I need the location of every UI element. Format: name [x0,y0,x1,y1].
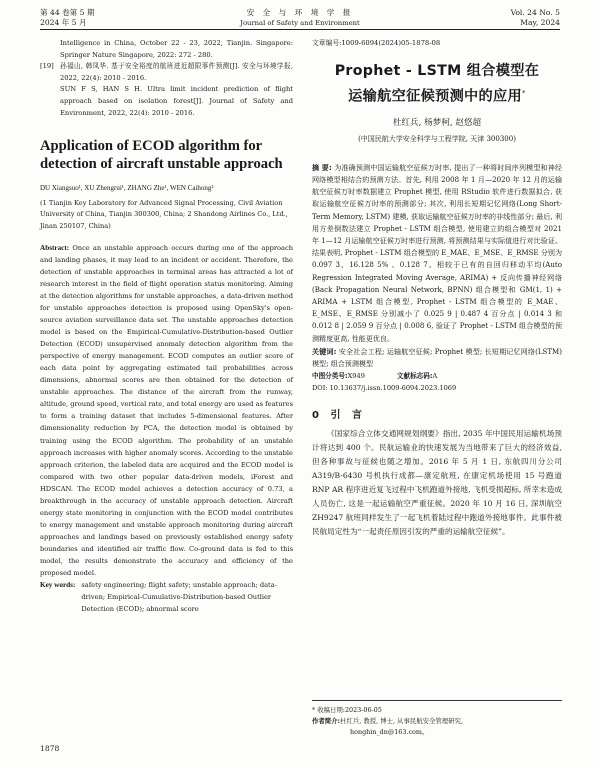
reference-18-tail: Intelligence in China, October 22 - 23, 2022, Tianjin. Singapore: Springer Nature Singapore, 2022: 272 - 280. [60,39,293,59]
footnote [312,700,562,738]
reference-19: [19] 孙福山, 韩凤华. 基于安全裕度的航班进近超限事件预测[J]. 安全与环境学报, 2022, 22(4): 2010 - 2016. [40,62,293,82]
chinese-abstract-text: 为准确预测中国运输航空征候万时率, 提出了一种将时间序列模型和神经网络模型相结合的预测方法。首先, 利用 2008 年 1 月—2020 年 12 月的运输航空征候万时率数据建立 Prophet 模型, 使用 RStudio 软件进行数据拟合, 获取运输航空征候万时率的预测部分; 其次, 利用长短期记忆网络(Long Short-Term Memory, LSTM) 建模, 获取运输航空征候万时率的非线性部分; 最后, 利用方差倒数法建立 Prophet - LSTM 组合模型, 使用建立的组合模型对 2021 年 1—12 月运输航空征候万时率进行预测, 将预测结果与实际值进行对比验证。结果表明, Prophet - LSTM 组合模型的 E_MAE、E_MSE、E_RMSE 分别为 0.097 3、16.128 5% 、0.128 7。相较于已有的自回归移动平均(Auto Regression Integrated Moving Average, ARIMA) + 反向传播神经网络(Back Propagation Neural Network, BPNN) 组合模型和 GM(1, 1) + ARIMA + LSTM 组合模型, Prophet - LSTM 组合模型的 E_MAE、E_MSE、E_RMSE 分别减小了 0.025 9 | 0.487 4 百分点 | 0.014 3 和 0.012 8 | 2.059 9 百分点 | 0.008 6, 验证了 Prophet - LSTM 组合模型的预测精度更高, 性能更优良。 [312,162,563,343]
chinese-abstract-label: 摘 要: [312,162,332,172]
reference-19-english: SUN F S, HAN S H. Ultra limit incident prediction of flight approach based on isolation forest[J]. Journal of Safety and Environment, 2022, 22(4): 2010 - 2016. [60,85,293,117]
keywords-text: safety engineering; flight safety; unstable approach; data-driven; Empirical-Cumulative-Distribution-based Outlier Detection (ECOD); abnormal score [81,581,277,614]
bio-label: 作者简介: [312,717,341,725]
header-issue: 第 44 卷第 5 期 2024 年 5 月 [40,8,95,27]
intro-paragraph: 《国家综合立体交通网规划纲要》指出, 2035 年中国民用运输机场预计将达到 400 个。民航运输业的快速发展为当地带来了巨大的经济效益, 但各种事故与征候也随之增加。2016 年 5 月 1 日, 东航四川分公司 A319/B-6430 号机执行成都—康定航班, 在康定机场使用 15 号跑道 RNP AR 程序进近复飞过程中飞机跑道外接地, 飞机受损超标, 所幸未造成人员伤亡, 这是一起运输航空严重征候。2020 年 10 月 16 日, 深圳航空 ZH9247 航班同样发生了一起飞机着陆过程中跑道外接地事件。此事件被民航局定性为“一起责任原因引发的严重的运输航空征候”。 [312,429,562,537]
doi: DOI: 10.13637/j.issn.1009-6094.2023.1069 [312,384,457,393]
classification-row: 中图分类号:X949 文献标志码:A [312,372,438,381]
chinese-authors: 杜红兵, 杨梦柯, 赵悠超 [392,117,482,128]
received-label: * 收稿日期: [312,706,345,714]
chinese-keywords-text: 安全社会工程; 运输航空征候; Prophet 模型; 长短期记忆网络(LSTM) 模型; 组合预测模型 [312,346,562,368]
section-heading-intro: 0 引 言 [312,410,366,422]
english-title: Application of ECOD algorithm for detection of aircraft unstable approach [40,138,283,173]
english-affiliation: (1 Tianjin Key Laboratory for Advanced Signal Processing, Civil Aviation University of China, Tianjin 300300, China; 2 Shandong Airlines Co., Ltd., Jinan 250107, China) [40,199,288,230]
header-volume: Vol. 24 No. 5 May, 2024 [510,8,560,27]
keywords-label: Key words: [40,581,76,590]
english-abstract [40,242,293,579]
chinese-abstract [312,162,562,345]
bio-text: 杜红兵, 教授, 博士, 从事民航安全管理研究, [340,717,463,725]
title-footnote-mark: * [522,89,526,97]
clc-number: X949 [347,372,365,381]
received-date: 2023-06-05 [344,706,382,714]
author-email: honghin_dn@163.com。 [350,728,429,736]
header-journal: 安 全 与 环 境 学 报 Journal of Safety and Environment [240,8,360,27]
chinese-keywords [312,346,562,370]
english-keywords [40,579,293,615]
article-number: 文章编号:1009-6094(2024)05-1878-08 [312,39,441,47]
chinese-keywords-label: 关键词: [312,346,337,356]
abstract-text: Once an unstable approach occurs during one of the approach and landing phases, it may lead to an incident or accident. Therefore, the detection of unstable approaches in terminal areas has attracted a lot of research interest in the field of flight operation status monitoring. Aiming at the detection algorithms for unstable approaches, a data-driven method for unstable approaches detection is proposed using OpenSky's open-source aviation surveillance data set. The unstable approaches detection model is based on the Empirical-Cumulative-Distribution-based Outlier Detection (ECOD) unsupervised anomaly detection algorithm from the perspective of energy management. ECOD computes an outlier score of each data point by aggregating estimated tail probabilities across dimensions, abnormal scores are then obtained for the detection of unstable approaches. The distance of the aircraft from the runway, altitude, ground speed, vertical rate, and total energy are used as features to form a training dataset that includes 5-dimensional features. After dimensionality reduction by PCA, the detection model is obtained by training using the ECOD algorithm. The probability of an unstable approach increases with higher anomaly scores. According to the unstable approach criterion, the labeled data are acquired and the ECOD model is compared with two other popular data-driven models, iForest and HDSCAN. The ECOD model achieves a detection accuracy of 0.73, a breakthrough in the accuracy of unstable approach detection. Aircraft energy state monitoring in conjunction with the ECOD model contributes to energy management and unstable approach monitoring during aircraft approaches and landings based on previously established energy safety boundaries and identified air traffic flow. Co-ground data is fed to this model, the results demonstrate the accuracy and efficiency of the proposed model. [40,243,293,578]
chinese-title: Prophet - LSTM 组合模型在 运输航空征候预测中的应用* [334,63,540,105]
document-code: A [432,372,438,381]
page-number: 1878 [40,744,60,753]
chinese-affiliation: (中国民航大学安全科学与工程学院, 天津 300300) [358,134,516,143]
abstract-label: Abstract: [40,243,70,252]
running-header [40,8,560,30]
english-authors: DU Xiangsuo¹, XU Zhengrui¹, ZHANG Zhe¹, WEN Caihong² [40,184,214,193]
right-column [312,38,562,539]
left-column [40,38,293,615]
